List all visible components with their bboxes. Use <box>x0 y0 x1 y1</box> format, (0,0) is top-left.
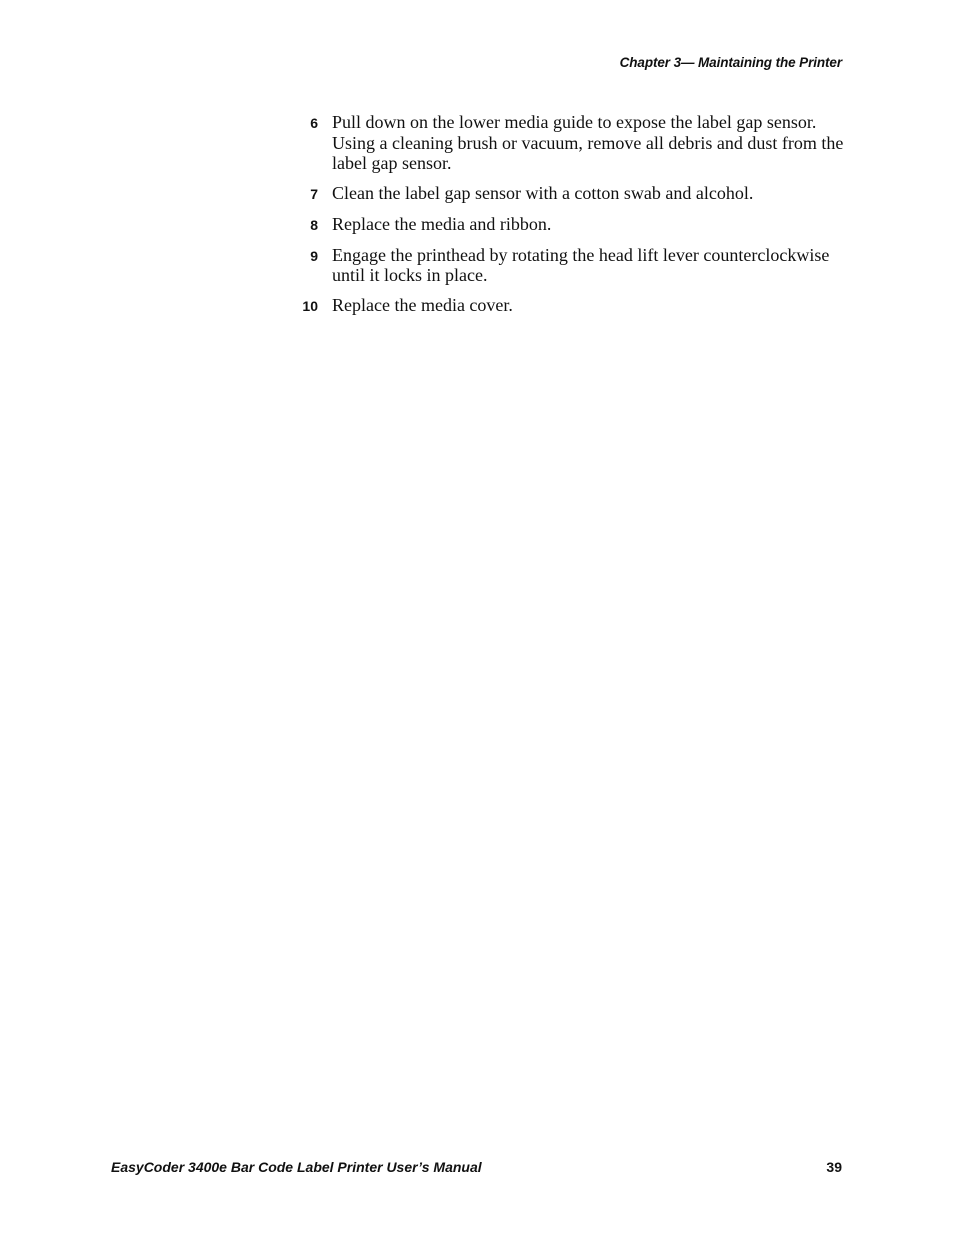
step-number: 7 <box>310 185 318 202</box>
step-item <box>286 214 846 236</box>
step-number: 10 <box>302 297 318 314</box>
manual-title: EasyCoder 3400e Bar Code Label Printer User’s Manual <box>111 1159 482 1175</box>
step-text: Pull down on the lower media guide to expose the label gap sensor. Using a cleaning brush or vacuum, remove all debris and dust from the label gap sensor. <box>332 112 844 173</box>
running-header: Chapter 3— Maintaining the Printer <box>619 55 842 70</box>
step-text: Replace the media cover. <box>332 294 513 315</box>
step-text: Engage the printhead by rotating the head lift lever counterclockwise until it locks in place. <box>332 244 830 285</box>
step-number: 8 <box>310 216 318 233</box>
procedure-steps <box>286 112 846 326</box>
step-number: 9 <box>310 247 318 264</box>
step-item <box>286 183 846 205</box>
page-number: 39 <box>826 1159 842 1175</box>
step-text: Replace the media and ribbon. <box>332 213 552 234</box>
step-item <box>286 295 846 317</box>
step-item <box>286 112 846 174</box>
step-text: Clean the label gap sensor with a cotton swab and alcohol. <box>332 182 754 203</box>
step-number: 6 <box>310 115 318 131</box>
step-item <box>286 245 846 286</box>
